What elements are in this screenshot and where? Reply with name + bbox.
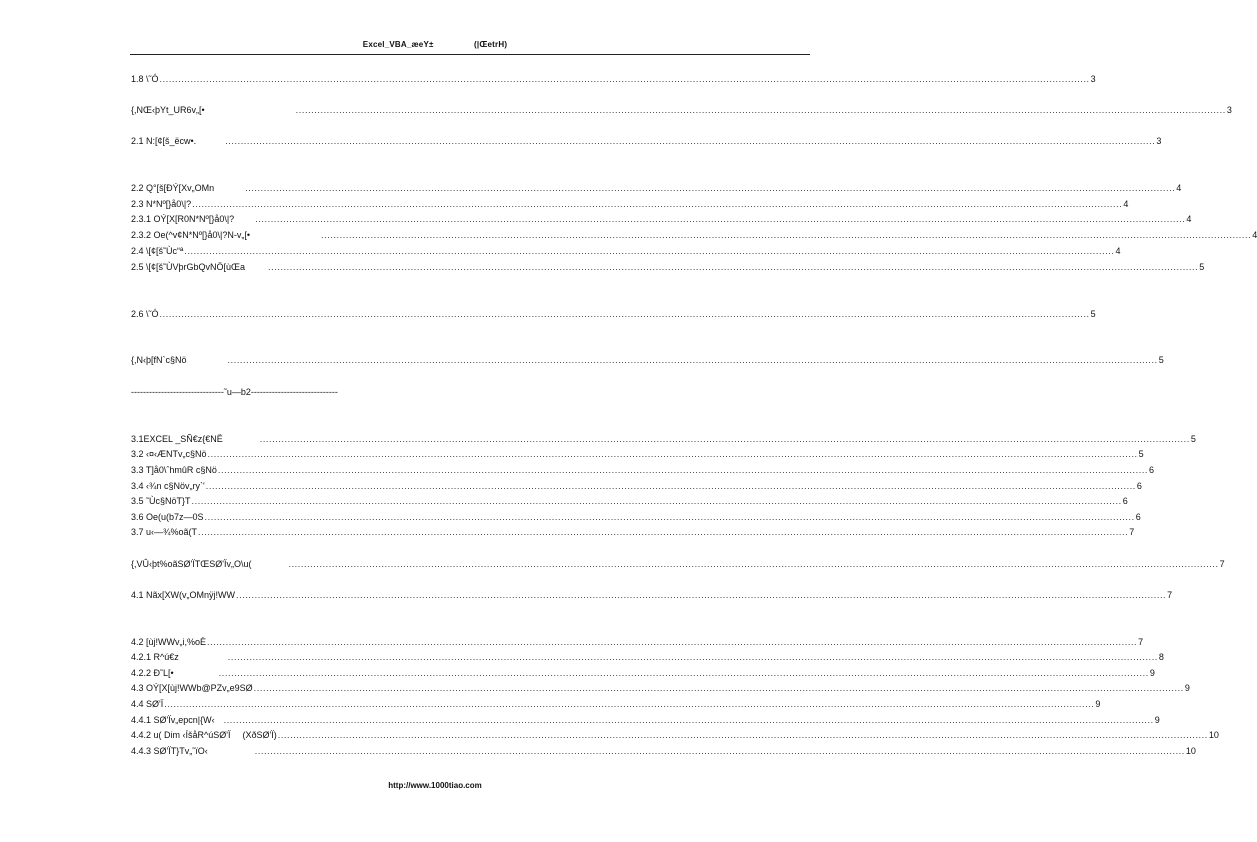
toc-leader-dots: ............................................................................................................................................................................................................................................................................................................ — [288, 559, 1219, 569]
toc-leader-dots: ............................................................................................................................................................................................................................................................................................................ — [159, 74, 1090, 84]
toc-leader-dots: ............................................................................................................................................................................................................................................................................................................ — [207, 637, 1138, 647]
toc-page-number: 9 — [1149, 668, 1155, 678]
toc-entry-label: 2.6 \˜Ó — [131, 309, 159, 319]
toc-entry-label: 4.4.3 SØ'ÏT}Tv„˜ïO‹ — [131, 746, 208, 756]
toc-entry-label: 4.3 OÝ[X[ùj!WWb@PZv„e9SØ — [131, 683, 253, 693]
toc-entry-extra: (XðSØ'Ï) — [242, 730, 277, 740]
toc-entry[interactable] — [131, 136, 1162, 147]
header-title: Excel_VBA_æeY± — [362, 40, 434, 49]
toc-page-number: 3 — [1226, 105, 1232, 115]
toc-leader-dots: ............................................................................................................................................................................................................................................................................................................ — [295, 105, 1226, 115]
toc-leader-dots: ............................................................................................................................................................................................................................................................................................................ — [198, 527, 1129, 537]
toc-page-number: 5 — [1090, 309, 1096, 319]
toc-entry-label: 3.2 ‹¤‹ÆNTv„c§Nö — [131, 449, 207, 459]
toc-leader-dots: ............................................................................................................................................................................................................................................................................................................ — [245, 183, 1176, 193]
toc-page-number: 6 — [1136, 481, 1142, 491]
toc-page-number: 4 — [1123, 199, 1129, 209]
toc-entry[interactable] — [131, 262, 1205, 273]
toc-entry[interactable] — [131, 496, 1128, 507]
toc-entry-label: 2.2 Q°[š[ÐÝ[Xv„OMn — [131, 183, 215, 193]
toc-entry[interactable] — [131, 465, 1155, 476]
toc-entry[interactable] — [131, 699, 1101, 710]
toc-entry[interactable] — [131, 449, 1144, 460]
toc-page-number: 3 — [1090, 74, 1096, 84]
toc-entry[interactable] — [131, 199, 1129, 210]
toc-entry[interactable] — [131, 246, 1121, 257]
toc-entry-label: 4.4.2 u( Dim ‹ÍšåR^úSØ'Ï — [131, 730, 231, 740]
toc-leader-dots: ............................................................................................................................................................................................................................................................................................................ — [254, 746, 1185, 756]
toc-leader-dots: ............................................................................................................................................................................................................................................................................................................ — [164, 699, 1095, 709]
toc-entry-label: {,NŒ‹þYt_UR6v„[• — [131, 105, 205, 115]
toc-entry[interactable] — [131, 434, 1196, 445]
toc-page-number: 5 — [1190, 434, 1196, 444]
toc-entry-label: 3.1EXCEL _SÑ€z{€NË — [131, 434, 223, 444]
header-subtitle: (|ŒetrH) — [474, 40, 508, 49]
toc-page-number: 4 — [1176, 183, 1182, 193]
toc-entry[interactable] — [131, 715, 1160, 726]
toc-leader-dots: ............................................................................................................................................................................................................................................................................................................ — [159, 309, 1090, 319]
toc-entry[interactable] — [131, 637, 1144, 648]
toc-leader-dots: ............................................................................................................................................................................................................................................................................................................ — [259, 434, 1190, 444]
toc-leader-dots: ............................................................................................................................................................................................................................................................................................................ — [227, 355, 1158, 365]
toc-page-number: 4 — [1186, 214, 1192, 224]
toc-entry-label: 4.1 Nãx[XW(v„OMnÿj!WW — [131, 590, 236, 600]
toc-leader-dots: ............................................................................................................................................................................................................................................................................................................ — [321, 230, 1252, 240]
toc-leader-dots: ............................................................................................................................................................................................................................................................................................................ — [205, 481, 1136, 491]
toc-entry-label: 3.7 u‹—¾%oã(T — [131, 527, 198, 537]
toc-entry-label: 2.3 N*Nº[}å0\|? — [131, 199, 192, 209]
toc-entry[interactable] — [131, 481, 1142, 492]
toc-leader-dots: ............................................................................................................................................................................................................................................................................................................ — [223, 715, 1154, 725]
toc-entry-label: 4.4 SØ'Ï — [131, 699, 164, 709]
toc-page-number: 4 — [1252, 230, 1257, 240]
toc-leader-dots: ............................................................................................................................................................................................................................................................................................................ — [204, 512, 1135, 522]
toc-page-number: 4 — [1115, 246, 1121, 256]
toc-entry[interactable] — [131, 683, 1190, 694]
toc-entry-label: 2.4 \[¢[š˜Ùc“ª — [131, 246, 184, 256]
toc-entry-label: 2.3.2 Oe(^v¢N*Nº[}å0\|?N-v„[• — [131, 230, 251, 240]
toc-entry[interactable] — [131, 230, 1257, 241]
toc-page-number: 9 — [1095, 699, 1101, 709]
toc-entry-label: 3.5 ˜Ùc§NöT}T — [131, 496, 191, 506]
toc-entry[interactable] — [131, 309, 1096, 320]
toc-entry-label: 2.5 \[¢[š˜ÙVþrGbQvNÖ[ùŒa — [131, 262, 246, 272]
toc-entry[interactable] — [131, 652, 1164, 663]
toc-entry[interactable] — [131, 512, 1141, 523]
toc-leader-dots: ............................................................................................................................................................................................................................................................................................................ — [255, 214, 1186, 224]
toc-page-number: 10 — [1185, 746, 1196, 756]
toc-entry-label: 2.1 N:[¢[š_ëcw•. — [131, 136, 197, 146]
toc-page-number: 9 — [1184, 683, 1190, 693]
toc-page-number: 7 — [1129, 527, 1135, 537]
toc-leader-dots: ............................................................................................................................................................................................................................................................................................................ — [268, 262, 1199, 272]
section-divider: -------------------------------˜u—b2----------------------------- — [131, 387, 338, 397]
toc-entry-label: 3.3 T]å0\ˆhmûR c§Nö — [131, 465, 217, 475]
page-header — [0, 40, 870, 49]
toc-leader-dots: ............................................................................................................................................................................................................................................................................................................ — [207, 449, 1138, 459]
toc-leader-dots: ............................................................................................................................................................................................................................................................................................................ — [184, 246, 1115, 256]
toc-entry-label: 4.2.2 Ð˜L[• — [131, 668, 174, 678]
toc-leader-dots: ............................................................................................................................................................................................................................................................................................................ — [236, 590, 1167, 600]
toc-leader-dots: ............................................................................................................................................................................................................................................................................................................ — [225, 136, 1156, 146]
toc-entry-label: 3.4 ‹¾n c§Növ„ry`' — [131, 481, 205, 491]
toc-page-number: 10 — [1208, 730, 1219, 740]
toc-leader-dots: ............................................................................................................................................................................................................................................................................................................ — [217, 465, 1149, 475]
toc-leader-dots: ............................................................................................................................................................................................................................................................................................................ — [277, 730, 1208, 740]
toc-page-number: 6 — [1149, 465, 1155, 475]
toc-page-number: 5 — [1138, 449, 1144, 459]
toc-entry-label: 1.8 \˜Ó — [131, 74, 159, 84]
toc-entry[interactable] — [131, 355, 1164, 366]
toc-entry[interactable] — [131, 214, 1192, 225]
toc-entry[interactable] — [131, 105, 1232, 116]
toc-entry-label: 4.2 [ùj!WWv„i,%oÈ — [131, 637, 207, 647]
toc-page-number: 9 — [1154, 715, 1160, 725]
toc-page-number: 5 — [1199, 262, 1205, 272]
toc-entry-label: 4.4.1 SØ'Ïv„epcn|{W‹ — [131, 715, 215, 725]
toc-page-number: 8 — [1158, 652, 1164, 662]
footer-url[interactable]: http://www.1000tiao.com — [388, 781, 482, 790]
toc-page-number: 5 — [1158, 355, 1164, 365]
toc-entry[interactable] — [131, 590, 1173, 601]
toc-leader-dots: ............................................................................................................................................................................................................................................................................................................ — [191, 496, 1122, 506]
toc-entry-label: {,N‹þ[fN`c§Nö — [131, 355, 187, 365]
toc-entry[interactable] — [131, 730, 1219, 741]
toc-entry[interactable] — [131, 183, 1182, 194]
toc-entry[interactable] — [131, 74, 1096, 85]
toc-entry[interactable] — [131, 559, 1225, 570]
toc-entry-label: 3.6 Oe(u(b7z—0S — [131, 512, 204, 522]
toc-page-number: 7 — [1219, 559, 1225, 569]
toc-page-number: 3 — [1156, 136, 1162, 146]
toc-leader-dots: ............................................................................................................................................................................................................................................................................................................ — [192, 199, 1123, 209]
toc-leader-dots: ............................................................................................................................................................................................................................................................................................................ — [218, 668, 1149, 678]
toc-entry[interactable] — [131, 746, 1196, 757]
toc-entry[interactable] — [131, 668, 1155, 679]
toc-leader-dots: ............................................................................................................................................................................................................................................................................................................ — [253, 683, 1184, 693]
toc-page-number: 7 — [1167, 590, 1173, 600]
toc-page-number: 6 — [1135, 512, 1141, 522]
toc-page-number: 6 — [1122, 496, 1128, 506]
toc-entry-label: 2.3.1 OÝ[X[R0N*Nº[}å0\|? — [131, 214, 235, 224]
header-rule — [130, 54, 810, 55]
toc-entry[interactable] — [131, 527, 1135, 538]
toc-entry-label: {,VÛ‹þt%oãSØ'ÏTŒSØ'Ïv„O\u( — [131, 559, 252, 569]
toc-page-number: 7 — [1138, 637, 1144, 647]
toc-leader-dots: ............................................................................................................................................................................................................................................................................................................ — [227, 652, 1158, 662]
toc-entry-label: 4.2.1 R^ú€z — [131, 652, 179, 662]
